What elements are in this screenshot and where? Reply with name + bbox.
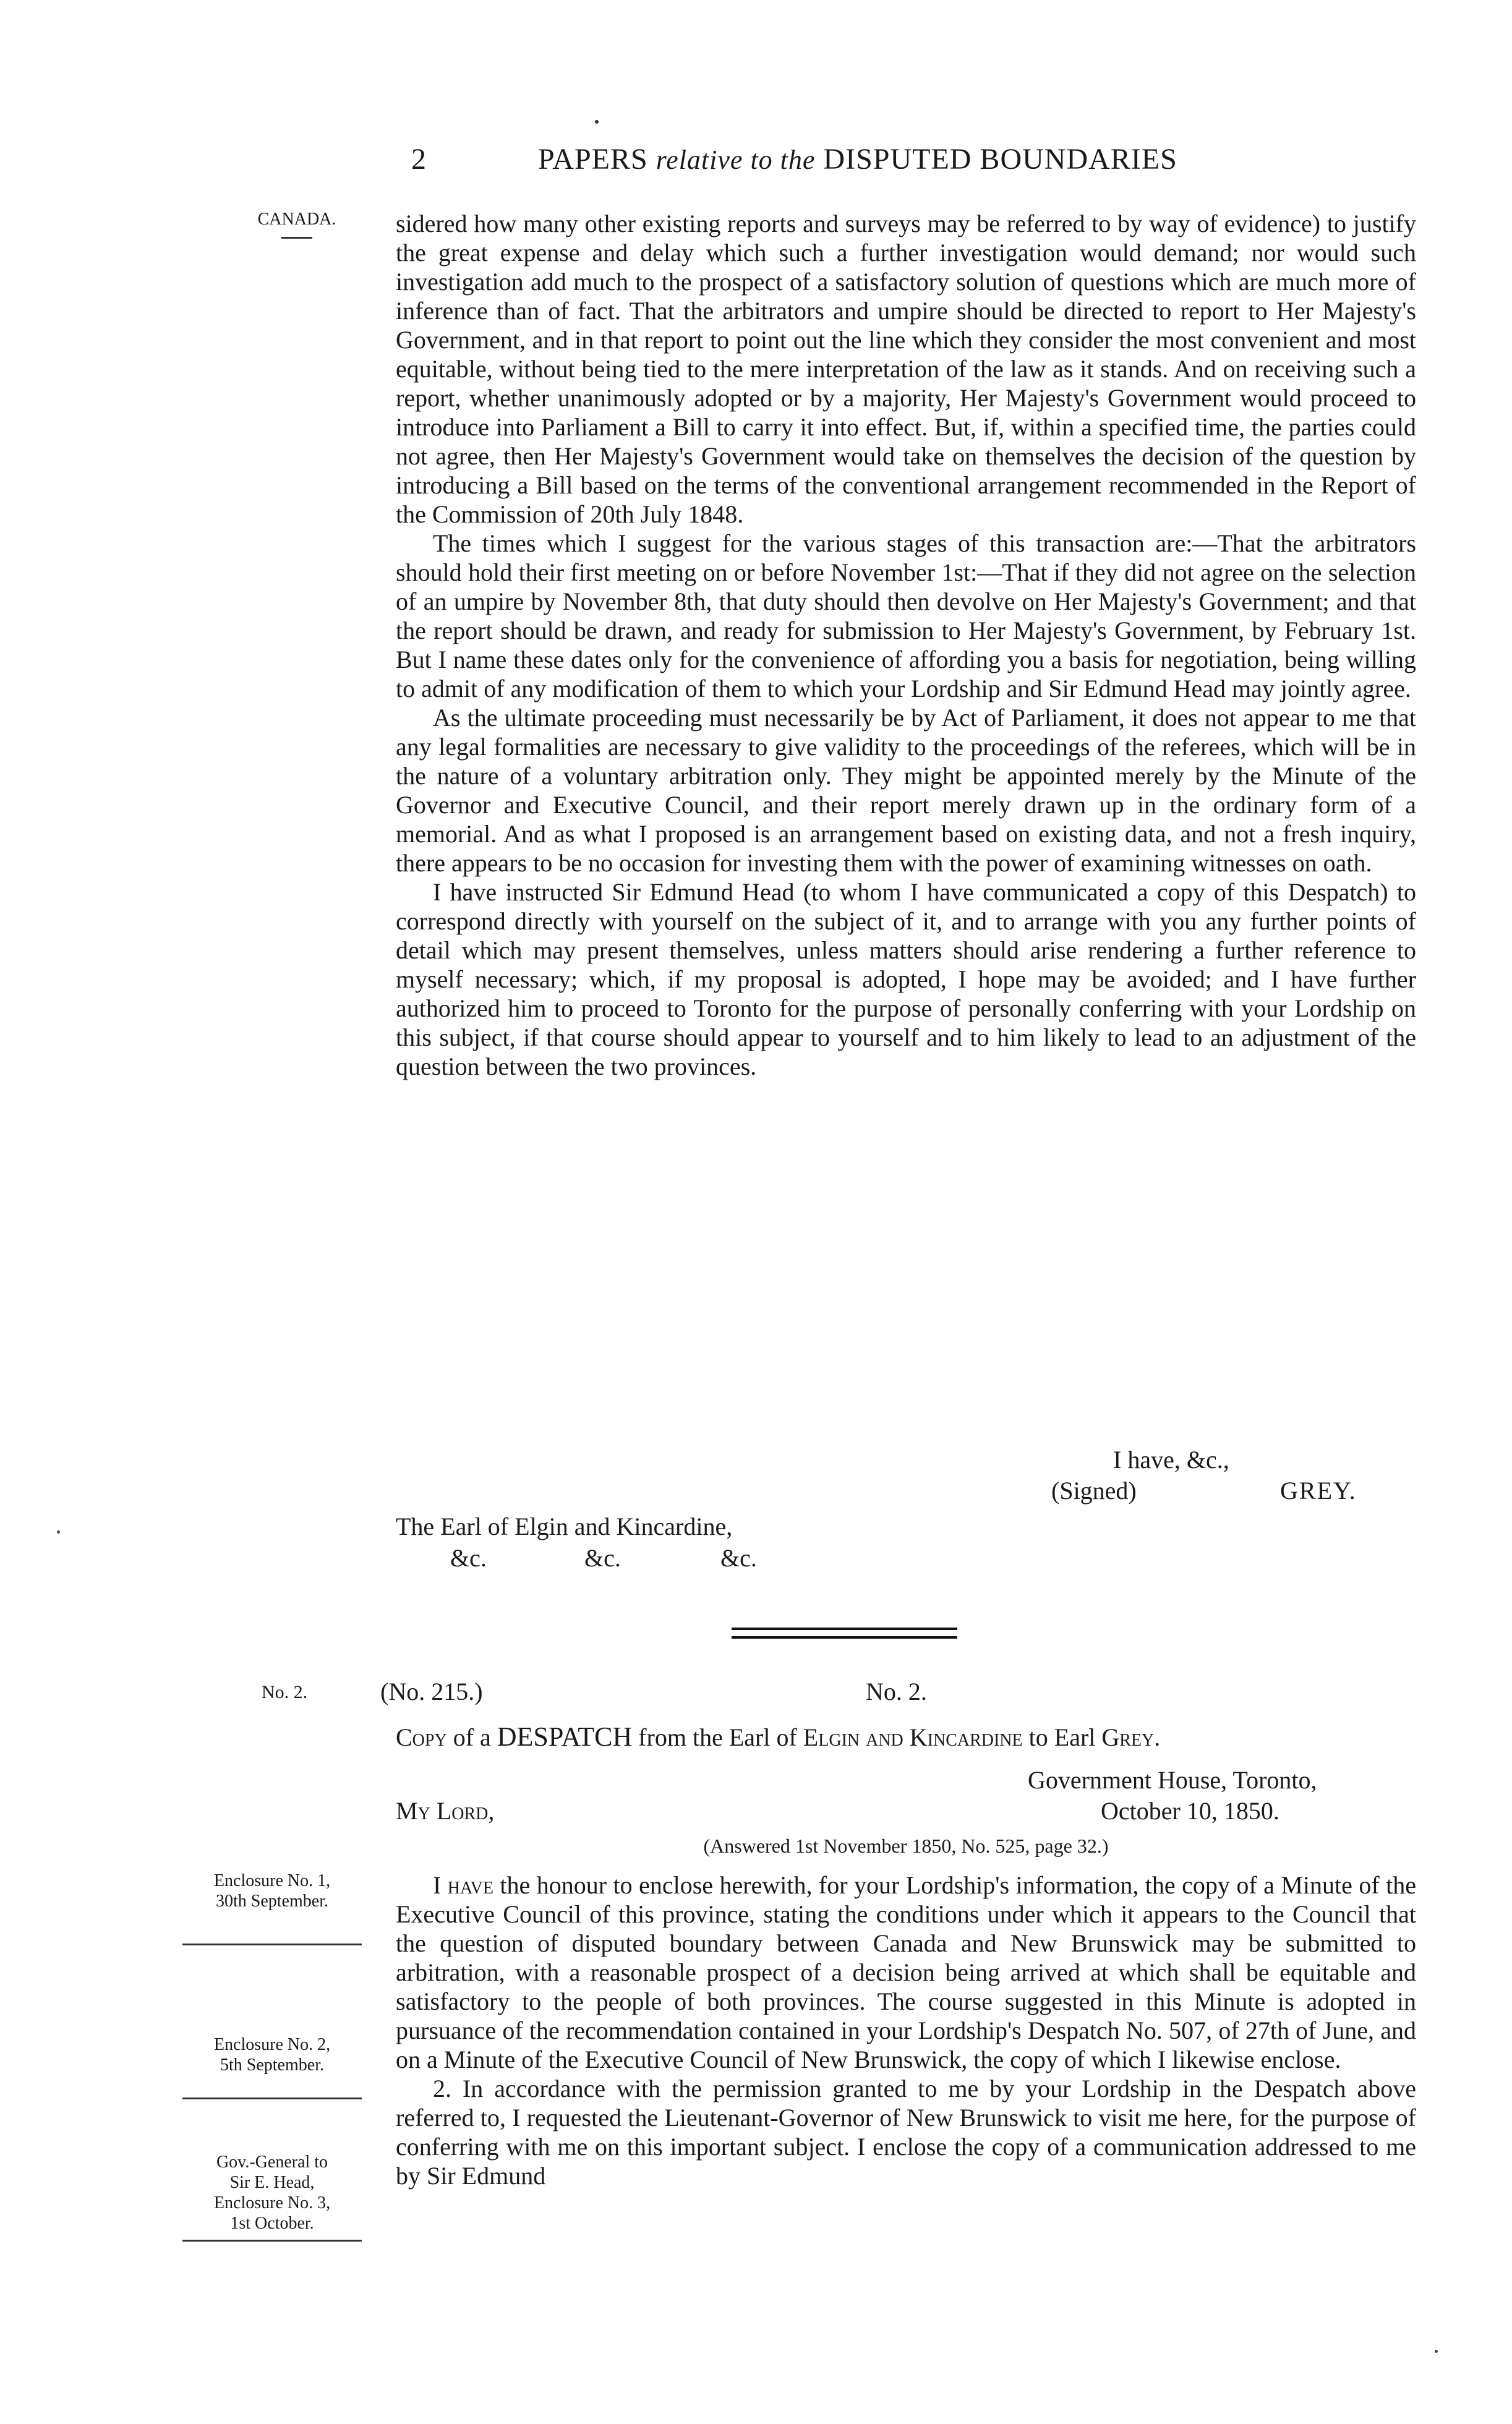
salutation: My Lord,: [396, 1797, 495, 1825]
page-title: [538, 142, 1177, 176]
gov-line-2: Sir E. Head,: [229, 2173, 315, 2192]
scan-speck: [1435, 2350, 1438, 2353]
ink-dot: [595, 120, 599, 124]
title-italic: relative to the: [656, 145, 816, 175]
title-post: DISPUTED BOUNDARIES: [823, 143, 1177, 176]
page-number: 2: [411, 143, 426, 176]
letter-location: Government House, Toronto,: [1028, 1766, 1317, 1794]
letter-2-paragraph: 2. In accordance with the permission granted to me by your Lordship in the Despatch above referred to, I requested the Lieutenant-Governor of New Brunswick to visit me here, for the purpose of conferring with me on this important subject. I enclose the copy of a communication addressed to me by Sir Edmund: [396, 2075, 1416, 2190]
despatch-heading: [396, 1722, 1160, 1752]
margin-note-no2: No. 2.: [261, 1682, 308, 1702]
margin-note-enclosure-2: [179, 2034, 365, 2099]
title-pre: PAPERS: [538, 143, 648, 176]
letter-1-paragraph: The times which I suggest for the various stages of this transaction are:—That the arbitrators should hold their first meeting on or before November 1st:—That if they did not agree on the selection of an umpire by November 8th, that duty should then devolve on Her Majesty's Government; and that the report should be drawn, and ready for submission to Her Majesty's Government, by February 1st. But I name these dates only for the convenience of affording you a basis for negotiation, being willing to admit of any modification of them to which your Lordship and Sir Edmund Head may jointly agree.: [396, 529, 1416, 702]
letter-1-paragraph: sidered how many other existing reports and surveys may be referred to by way of evidence) to justify the great expense and delay which such a further investigation would demand; nor would such investigation add much to the prospect of a satisfactory solution of questions which are much more of inference than of fact. That the arbitrators and umpire should be directed to report to Her Majesty's Government, and in that report to point out the line which they consider the most convenient and most equitable, without being tied to the mere interpretation of the law as it stands. And on receiving such a report, whether unanimously adopted or by a majority, Her Majesty's Government would proceed to introduce into Parliament a Bill to carry it into effect. But, if, within a specified time, the parties could not agree, then Her Majesty's Government would take on themselves the decision of the question by introducing a Bill based on the terms of the conventional arrangement recommended in the Report of the Commission of 20th July 1848.: [396, 210, 1416, 528]
margin-note-gov-general: [179, 2152, 365, 2242]
margin-short-rule: [281, 237, 312, 239]
letter-1-paragraph: As the ultimate proceeding must necessarily be by Act of Parliament, it does not appear to me that any legal formalities are necessary to give validity to the proceedings of the referees, which will be in the nature of a voluntary arbitration only. They might be appointed merely by the Minute of the Governor and Executive Council, and their report merely drawn up in the ordinary form of a memorial. And as what I proposed is an arrangement based on existing data, and not a fresh inquiry, there appears to be no occasion for investing them with the power of examining witnesses on oath.: [396, 704, 1416, 877]
margin-note-enclosure-1: [179, 1871, 365, 1945]
gov-line-3: Enclosure No. 3,: [213, 2193, 331, 2213]
enclosure-1-line-2: 30th September.: [216, 1892, 328, 1911]
para1-lead: I have: [433, 1871, 493, 1899]
page-header: [0, 142, 1512, 192]
signature: GREY.: [1280, 1477, 1357, 1504]
letter-2-paragraph: the honour to enclose herewith, for your Lordship's information, the copy of a Minute of the Executive Council of this province, stating the conditions under which it appears to the Council that the question of disputed boundary between Canada and New Brunswick may be submitted to arbitration, with a reasonable prospect of a decision being arrived at which shall be equitable and satisfactory to the people of both provinces. The course suggested in this Minute is adopted in pursuance of the recommendation contained in your Lordship's Despatch No. 507, of 27th of June, and on a Minute of the Executive Council of New Brunswick, the copy of which I likewise enclose.: [396, 1871, 1416, 2073]
answered-note: (Answered 1st November 1850, No. 525, page 32.): [703, 1835, 1109, 1857]
margin-canada-label: CANADA.: [257, 210, 336, 229]
etc-2: &c.: [584, 1544, 621, 1572]
letter-1-paragraph: I have instructed Sir Edmund Head (to whom I have communicated a copy of this Despatch) to correspond directly with yourself on the subject of it, and to arrange with you any further points of detail which may present themselves, unless matters should arise rendering a further reference to myself necessary; which, if my proposal is adopted, I hope may be avoided; and I have further authorized him to proceed to Toronto for the purpose of personally conferring with your Lordship on this subject, if that course should appear to yourself and to him likely to lead to an adjustment of the question between the two provinces.: [396, 878, 1416, 1080]
etc-3: &c.: [720, 1544, 757, 1572]
heading-copy: Copy: [396, 1723, 447, 1751]
letter-2-body: [396, 1871, 1416, 2190]
heading-of: of a: [453, 1723, 491, 1751]
scan-speck: [57, 1530, 60, 1534]
signed-label: (Signed): [1051, 1477, 1137, 1504]
despatch-number: (No. 215.): [380, 1678, 483, 1705]
margin-rule: [182, 1944, 362, 1945]
margin-rule: [182, 2098, 362, 2099]
heading-elgin: Elgin and Kincardine: [803, 1723, 1023, 1751]
document-number: No. 2.: [866, 1678, 927, 1705]
addressee: The Earl of Elgin and Kincardine,: [396, 1513, 733, 1540]
letter-1-body: [396, 209, 1416, 1081]
etc-1: &c.: [450, 1544, 487, 1572]
enclosure-1-line-1: Enclosure No. 1,: [213, 1871, 331, 1890]
margin-note-canada: [226, 209, 368, 239]
margin-rule: [182, 2240, 362, 2242]
section-separator: [732, 1628, 957, 1639]
enclosure-2-line-2: 5th September.: [220, 2055, 324, 2075]
heading-grey: Grey.: [1101, 1723, 1161, 1751]
heading-from: from the Earl of: [638, 1723, 797, 1751]
gov-line-1: Gov.-General to: [216, 2153, 328, 2172]
gov-line-4: 1st October.: [230, 2214, 314, 2233]
closing-line: I have, &c.,: [1113, 1446, 1229, 1474]
heading-to: to Earl: [1028, 1723, 1096, 1751]
letter-date: October 10, 1850.: [1101, 1797, 1279, 1825]
heading-despatch: DESPATCH: [497, 1722, 633, 1752]
enclosure-2-line-1: Enclosure No. 2,: [213, 2035, 331, 2054]
